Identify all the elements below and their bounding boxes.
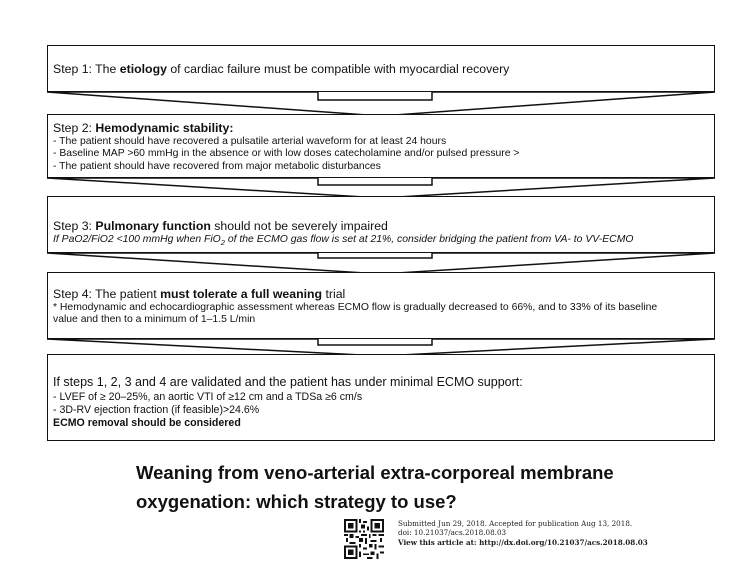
chevron-arrow-2 [47,178,715,198]
step-3-note-part-2: of the ECMO gas flow is set at 21%, consider bridging the patient from VA- to VV-ECMO [224,233,634,245]
step-1-prefix: Step 1: The [53,62,120,76]
step-5-criterion: - 3D-RV ejection fraction (if feasible)>24.6% [53,404,709,417]
step-4-note-line-1: * Hemodynamic and echocardiographic assessment whereas ECMO flow is gradually decreased to 66%, and to 33% of its baseline [53,301,658,313]
step-5-box [47,354,715,441]
step-5-criterion: - LVEF of ≥ 20–25%, an aortic VTI of ≥12 cm and a TDSa ≥6 cm/s [53,391,709,404]
article-title [136,458,736,516]
step-4-note-line-2: value and then to a minimum of 1–1.5 L/min [53,313,256,325]
step-1-text [53,62,709,77]
step-2-criteria-list [53,136,709,174]
qr-code-icon [344,519,384,559]
step-3-prefix: Step 3: [53,219,96,233]
conclusion-text: ECMO removal should be considered [53,417,241,430]
step-3-note-subscript: 2 [220,237,225,247]
step-4-heading [53,287,709,302]
step-1-suffix: of cardiac failure must be compatible with myocardial recovery [166,62,510,76]
citation-url[interactable]: View this article at: http://dx.doi.org/10.21037/acs.2018.08.03 [398,537,648,547]
step-3-box [47,196,715,253]
chevron-arrow-3 [47,253,715,274]
step-2-box [47,114,715,178]
step-3-heading [53,219,709,234]
step-5-criteria-list [53,391,709,418]
step-3-suffix: should not be severely impaired [210,219,388,233]
citation-dates: Submitted Jun 29, 2018. Accepted for publication Aug 13, 2018. [398,519,633,528]
chevron-arrow-1 [47,92,715,116]
citation-block [398,519,738,547]
step-4-suffix: trial [322,287,346,301]
step-3-keyword: Pulmonary function [95,219,211,233]
step-2-heading [53,121,709,136]
step-4-box [47,272,715,339]
step-2-criterion: - The patient should have recovered a pulsatile arterial waveform for at least 24 hours [53,136,709,149]
step-3-note-part-1: If PaO2/FiO2 <100 mmHg when FiO [53,233,221,245]
step-1-keyword: etiology [119,62,167,76]
citation-doi: doi: 10.21037/acs.2018.08.03 [398,528,507,538]
step-4-prefix: Step 4: The patient [53,287,161,301]
step-2-criterion: - Baseline MAP >60 mmHg in the absence or with low doses catecholamine and/or pulsed pressure > [53,148,709,161]
step-2-keyword: Hemodynamic stability: [95,121,234,135]
step-4-keyword: must tolerate a full weaning [160,287,323,301]
step-2-criterion: - The patient should have recovered from major metabolic disturbances [53,161,709,174]
step-5-heading: If steps 1, 2, 3 and 4 are validated and the patient has under minimal ECMO support: [53,375,523,389]
article-title-line-2: oxygenation: which strategy to use? [136,491,457,512]
step-1-box [47,45,715,92]
step-2-prefix: Step 2: [53,121,96,135]
article-title-line-1: Weaning from veno-arterial extra-corporeal membrane [136,462,614,483]
step-3-note [53,234,709,249]
